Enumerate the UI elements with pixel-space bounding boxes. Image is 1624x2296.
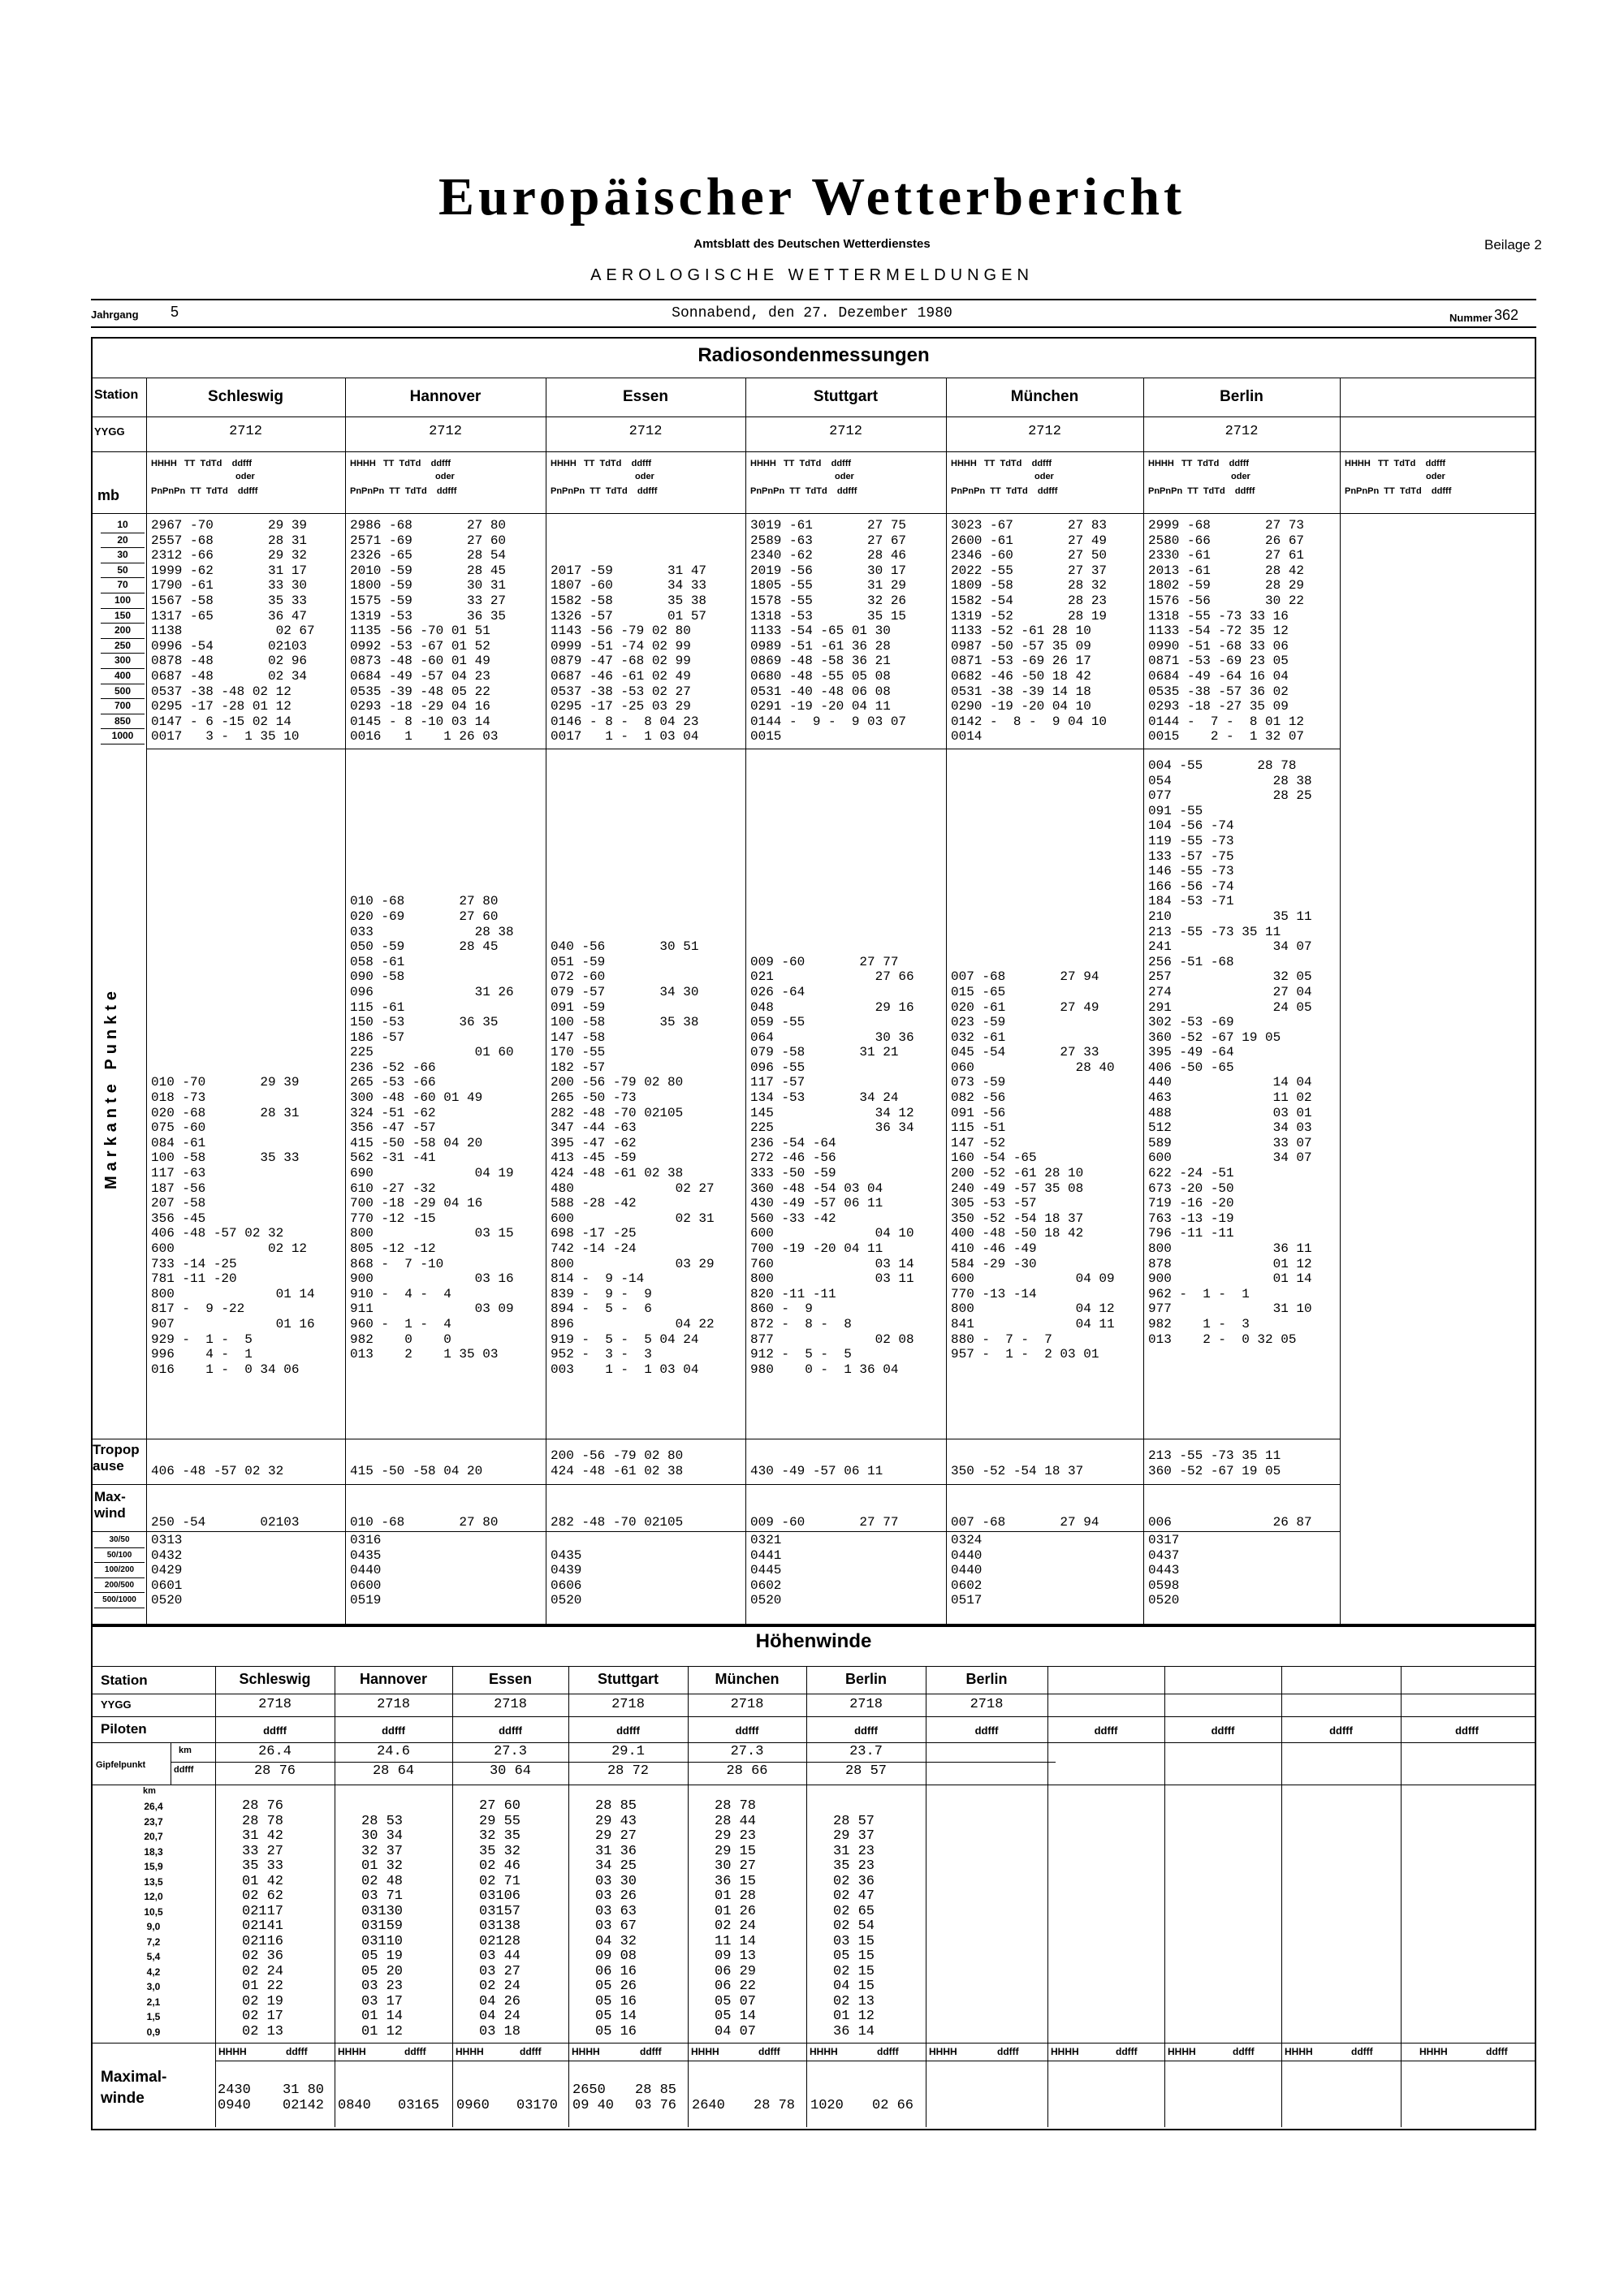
level-cell: 50 [101,563,145,579]
tropopause-hannover: 415 -50 -58 04 20 [350,1463,483,1478]
hw-values-stuttgart: 28 85 29 43 29 27 31 36 34 25 03 30 03 26 03 63 03 67 04 32 09 08 06 16 05 26 05 16 05 14 05 16 [595,1798,637,2039]
hw-station: Berlin [844,1671,887,1687]
nummer-label: Nummer [1449,312,1492,324]
gipfel-km: 23.7 [849,1744,883,1759]
level-cell: 300 [101,654,145,669]
ddfff-header: ddfff [1351,2046,1373,2057]
markante-berlin: 004 -55 28 78 054 28 38 077 28 25 091 -55 104 -56 -74 119 -55 -73 133 -57 -75 146 -55 -73 166 -56 -74 184 -53 -71 210 35 11 213 -55 -73 35 11 241 34 07 256 -51 -68 257 32 05 274 27 04 291 24 05 302 -53 -69 360 -52 -67 19 05 395 -49 -64 406 -50 -65 440 14 04 463 11 02 488 03 01 512 34 03 589 33 07 600 34 07 622 -24 -51 673 -20 -50 719 -16 -20 763 -13 -19 796 -11 -11 800 36 11 878 01 12 900 01 14 962 - 1 - 1 977 31 10 982 1 - 3 013 2 - 0 32 05 [1148,758,1312,1347]
thickness-labels [94,1533,145,1608]
markante-schleswig: 010 -70 29 39 018 -73 020 -68 28 31 075 -60 084 -61 100 -58 35 33 117 -63 187 -56 207 -58 356 -45 406 -48 -57 02 32 600 02 12 733 -14 -25 781 -11 -20 800 01 14 817 - 9 -22 907 01 16 929 - 1 - 5 996 4 - 1 016 1 - 0 34 06 [151,1075,315,1377]
standard-data-stuttgart: 3019 -61 27 75 2589 -63 27 67 2340 -62 28 46 2019 -56 30 17 1805 -55 31 29 1578 -55 32 26 1318 -53 35 15 1133 -54 -65 01 30 0989 -51 -61 36 28 0869 -48 -58 36 21 0680 -48 -55 05 08 0531 -40 -48 06 08 0291 -19 -20 04 11 0144 - 9 - 9 03 07 0015 [750,518,907,744]
max-hhhh-hannover: 0840 [338,2097,371,2113]
pressure-levels [101,518,145,744]
station-berlin: Berlin [1220,388,1263,405]
level-cell: 500 [101,684,145,700]
level-cell: 400 [101,669,145,684]
thickness-schleswig: 0313 0432 0429 0601 0520 [151,1533,183,1608]
col-header-top: HHHH TT TdTd ddfff [951,459,1052,468]
jahrgang-value: 5 [171,304,179,320]
col-header-mid: oder [1231,472,1250,481]
ddfff-header: ddfff [1094,1724,1118,1737]
max-ddfff-stuttgart: 28 85 03 76 [635,2082,677,2113]
beilage-label: Beilage 2 [1484,237,1542,252]
ddfff-header: ddfff [616,1724,640,1737]
yygg-essen: 2712 [628,424,663,439]
tropopause-stuttgart: 430 -49 -57 06 11 [750,1463,883,1478]
gipfel-ddfff-label: ddfff [174,1765,194,1775]
col-header-mid: oder [435,472,455,481]
page-subtitle: Amtsblatt des Deutschen Wetterdienstes [693,237,931,251]
ddfff-header: ddfff [520,2046,542,2057]
thickness-muenchen: 0324 0440 0440 0602 0517 [951,1533,983,1608]
yygg-label: YYGG [94,425,125,438]
yygg-muenchen: 2712 [1028,424,1061,439]
gipfel-label: Gipfelpunkt [96,1760,146,1770]
hw-station: Essen [488,1671,533,1687]
col-header-top: HHHH TT TdTd ddfff [151,459,253,468]
hhhh-header: HHHH [1419,2046,1448,2057]
thickness-label: 100/200 [94,1563,145,1578]
markante-essen: 040 -56 30 51 051 -59 072 -60 079 -57 34 30 091 -59 100 -58 35 38 147 -58 170 -55 182 -57 200 -56 -79 02 80 265 -50 -73 282 -48 -70 02105 347 -44 -63 395 -47 -62 413 -45 -59 424 -48 -61 02 38 480 02 27 588 -28 -42 600 02 31 698 -17 -25 742 -14 -24 800 03 29 814 - 9 -14 839 - 9 - 9 894 - 5 - 6 896 04 22 919 - 5 - 5 04 24 952 - 3 - 3 003 1 - 1 03 04 [551,939,715,1377]
standard-data-muenchen: 3023 -67 27 83 2600 -61 27 49 2346 -60 27 50 2022 -55 27 37 1809 -58 28 32 1582 -54 28 23 1319 -52 28 19 1133 -52 -61 28 10 0987 -50 -57 35 09 0871 -53 -69 26 17 0682 -46 -50 18 42 0531 -38 -39 14 18 0290 -19 -20 04 10 0142 - 8 - 9 04 10 0014 [951,518,1108,744]
hhhh-header: HHHH [929,2046,957,2057]
max-ddfff-hannover: 03165 [398,2097,440,2113]
maxwind-muenchen: 007 -68 27 94 [951,1515,1099,1530]
hw-values-hannover: 28 53 30 34 32 37 01 32 02 48 03 71 03130 03159 03110 05 19 05 20 03 23 03 17 01 14 01 12 [361,1813,404,2039]
max-hhhh-essen: 0960 [456,2097,490,2113]
hoehenwinde-title: Höhenwinde [755,1630,872,1652]
ddfff-header: ddfff [1116,2046,1138,2057]
hw-station: Berlin [965,1671,1008,1687]
ddfff-header: ddfff [1211,1724,1235,1737]
km-level: 18,3 [144,1845,163,1858]
col-header-bot: PnPnPn TT TdTd ddfff [151,486,258,496]
markante-stuttgart: 009 -60 27 77 021 27 66 026 -64 048 29 16 059 -55 064 30 36 079 -58 31 21 096 -55 117 -57 134 -53 34 24 145 34 12 225 36 34 236 -54 -64 272 -46 -56 333 -50 -59 360 -48 -54 03 04 430 -49 -57 06 11 560 -33 -42 600 04 10 700 -19 -20 04 11 760 03 14 800 03 11 820 -11 -11 860 - 9 872 - 8 - 8 877 02 08 912 - 5 - 5 980 0 - 1 36 04 [750,954,914,1377]
standard-data-berlin: 2999 -68 27 73 2580 -66 26 67 2330 -61 27 61 2013 -61 28 42 1802 -59 28 29 1576 -56 30 22 1318 -55 -73 33 16 1133 -54 -72 35 12 0990 -51 -68 33 06 0871 -53 -69 23 05 0684 -49 -64 16 04 0535 -38 -57 36 02 0293 -18 -27 35 09 0144 - 7 - 8 01 12 0015 2 - 1 32 07 [1148,518,1305,744]
ddfff-header: ddfff [1455,1724,1479,1737]
hw-yygg: 2718 [730,1697,764,1712]
max-ddfff-schleswig: 31 80 02142 [283,2082,325,2113]
col-header-top: HHHH TT TdTd ddfff [750,459,852,468]
yygg-hannover: 2712 [429,424,462,439]
hw-yygg: 2718 [494,1697,527,1712]
ddfff-header: ddfff [758,2046,780,2057]
level-cell: 1000 [101,729,145,744]
gipfel-km: 26.4 [258,1744,292,1759]
yygg-stuttgart: 2712 [829,424,862,439]
hw-station: München [715,1671,780,1687]
km-level: 0,9 [146,2026,161,2038]
level-cell: 30 [101,548,145,563]
level-cell: 150 [101,609,145,624]
nummer-value: 362 [1494,307,1519,323]
gipfel-ddfff: 28 57 [844,1763,887,1779]
gipfel-ddfff: 30 64 [489,1763,531,1779]
max-hhhh-berlin: 1020 [810,2097,844,2113]
max-ddfff-essen: 03170 [516,2097,559,2113]
level-cell: 200 [101,624,145,639]
markante-muenchen: 007 -68 27 94 015 -65 020 -61 27 49 023 -59 032 -61 045 -54 27 33 060 28 40 073 -59 082 -56 091 -56 115 -51 147 -52 160 -54 -65 200 -52 -61 28 10 240 -49 -57 35 08 305 -53 -57 350 -52 -54 18 37 400 -48 -50 18 42 410 -46 -49 584 -29 -30 600 04 09 770 -13 -14 800 04 12 841 04 11 880 - 7 - 7 957 - 1 - 2 03 01 [951,969,1115,1362]
tropopause-essen: 200 -56 -79 02 80 424 -48 -61 02 38 [551,1448,684,1478]
col-header-top: HHHH TT TdTd ddfff [1345,459,1446,468]
gipfel-km: 29.1 [611,1744,645,1759]
station-hannover: Hannover [409,388,482,405]
max-hhhh-schleswig: 2430 0940 [218,2082,251,2113]
hw-values-essen: 27 60 29 55 32 35 35 32 02 46 02 71 03106 03157 03138 02128 03 44 03 27 02 24 04 26 04 24 03 18 [479,1798,521,2039]
ddfff-header: ddfff [404,2046,426,2057]
col-header-bot: PnPnPn TT TdTd ddfff [551,486,658,496]
level-cell: 700 [101,699,145,714]
hhhh-header: HHHH [691,2046,719,2057]
ddfff-header: ddfff [382,1724,405,1737]
ddfff-header: ddfff [640,2046,662,2057]
ddfff-header: ddfff [735,1724,759,1737]
hw-station: Stuttgart [598,1671,659,1687]
gipfel-km: 27.3 [730,1744,764,1759]
tropopause-schleswig: 406 -48 -57 02 32 [151,1463,284,1478]
hw-yygg: 2718 [377,1697,410,1712]
col-header-mid: oder [1034,472,1054,481]
hw-values-berlin: 28 57 29 37 31 23 35 23 02 36 02 47 02 65 02 54 03 15 05 15 02 15 04 15 02 13 01 12 36 14 [833,1813,875,2039]
mb-label: mb [97,487,119,503]
standard-data-schleswig: 2967 -70 29 39 2557 -68 28 31 2312 -66 29 32 1999 -62 31 17 1790 -61 33 30 1567 -58 35 33 1317 -65 36 47 1138 02 67 0996 -54 02103 0878 -48 02 96 0687 -48 02 34 0537 -38 -48 02 12 0295 -17 -28 01 12 0147 - 6 -15 02 14 0017 3 - 1 35 10 [151,518,315,744]
yygg-berlin: 2712 [1224,424,1259,439]
max-ddfff-muenchen: 28 78 [754,2097,796,2113]
thickness-essen: 0435 0439 0606 0520 [551,1547,582,1608]
hw-station: Schleswig [239,1671,311,1687]
ddfff-header: ddfff [499,1724,522,1737]
hw-values-schleswig: 28 76 28 78 31 42 33 27 35 33 01 42 02 62 02117 02141 02116 02 36 02 24 01 22 02 19 02 17 02 13 [242,1798,284,2039]
km-level: 13,5 [144,1875,163,1888]
km-level: 20,7 [144,1831,163,1842]
thickness-berlin: 0317 0437 0443 0598 0520 [1148,1533,1180,1608]
hhhh-header: HHHH [810,2046,838,2057]
radiosonde-title: Radiosondenmessungen [698,344,930,366]
gipfel-km: 24.6 [377,1744,410,1759]
standard-data-essen: 2017 -59 31 47 1807 -60 34 33 1582 -58 35 38 1326 -57 01 57 1143 -56 -79 02 80 0999 -51 -74 02 99 0879 -47 -68 02 99 0687 -46 -61 02 49 0537 -38 -53 02 27 0295 -17 -25 03 29 0146 - 8 - 8 04 23 0017 1 - 1 03 04 [551,563,707,744]
km-level: 15,9 [144,1861,163,1872]
ddfff-header: ddfff [877,2046,899,2057]
maxwind-berlin: 006 26 87 [1148,1515,1312,1530]
col-header-bot: PnPnPn TT TdTd ddfff [350,486,457,496]
hhhh-header: HHHH [218,2046,247,2057]
gipfel-km: 27.3 [494,1744,527,1759]
yygg-schleswig: 2712 [229,424,262,439]
level-cell: 850 [101,714,145,730]
thickness-label: 200/500 [94,1578,145,1594]
km-header: km [143,1786,156,1796]
level-cell: 20 [101,533,145,549]
level-cell: 70 [101,578,145,593]
hw-yygg: 2718 [849,1697,883,1712]
section-title: AEROLOGISCHE WETTERMELDUNGEN [590,266,1034,284]
tropopause-berlin: 213 -55 -73 35 11 360 -52 -67 19 05 [1148,1448,1281,1478]
km-level: 3,0 [146,1981,161,1992]
thickness-label: 30/50 [94,1533,145,1548]
km-level: 12,0 [144,1891,163,1902]
gipfel-ddfff: 28 72 [607,1763,649,1779]
maxwind-hannover: 010 -68 27 80 [350,1515,499,1530]
col-header-mid: oder [1426,472,1445,481]
level-cell: 100 [101,593,145,609]
thickness-label: 500/1000 [94,1593,145,1608]
hw-yygg: 2718 [258,1697,292,1712]
hhhh-header: HHHH [338,2046,366,2057]
maxwind-essen: 282 -48 -70 02105 [551,1515,684,1530]
ddfff-header: ddfff [1329,1724,1353,1737]
maxwind-stuttgart: 009 -60 27 77 [750,1515,899,1530]
col-header-bot: PnPnPn TT TdTd ddfff [951,486,1058,496]
maximal-label: Maximal-winde [101,2069,167,2107]
km-levels [132,1799,175,2039]
hw-yygg-label: YYGG [101,1698,132,1711]
hw-yygg: 2718 [611,1697,645,1712]
km-level: 5,4 [146,1951,161,1962]
hhhh-header: HHHH [1168,2046,1196,2057]
col-header-top: HHHH TT TdTd ddfff [1148,459,1250,468]
hhhh-header: HHHH [572,2046,600,2057]
km-level: 7,2 [146,1936,161,1948]
ddfff-header: ddfff [1233,2046,1255,2057]
level-cell: 250 [101,639,145,654]
thickness-stuttgart: 0321 0441 0445 0602 0520 [750,1533,782,1608]
gipfel-km-label: km [179,1746,192,1755]
km-level: 26,4 [144,1801,163,1812]
maxwind-schleswig: 250 -54 02103 [151,1515,300,1530]
gipfel-ddfff: 28 76 [253,1763,296,1779]
station-stuttgart: Stuttgart [813,388,879,405]
km-level: 10,5 [144,1905,163,1918]
tropopause-muenchen: 350 -52 -54 18 37 [951,1463,1084,1478]
station-label: Station [94,388,139,402]
col-header-bot: PnPnPn TT TdTd ddfff [750,486,857,496]
max-ddfff-berlin: 02 66 [872,2097,914,2113]
col-header-top: HHHH TT TdTd ddfff [350,459,451,468]
ddfff-header: ddfff [997,2046,1019,2057]
km-level: 4,2 [146,1966,161,1978]
gipfel-ddfff: 28 64 [372,1763,414,1779]
hw-station-label: Station [101,1672,148,1688]
maxwind-label: Max-wind [94,1489,126,1521]
issue-date: Sonnabend, den 27. Dezember 1980 [672,305,952,322]
markante-label: Markante Punkte [102,986,120,1190]
km-level: 9,0 [146,1921,161,1932]
jahrgang-label: Jahrgang [91,309,139,321]
station-schleswig: Schleswig [208,388,283,405]
col-header-bot: PnPnPn TT TdTd ddfff [1148,486,1255,496]
thickness-hannover: 0316 0435 0440 0600 0519 [350,1533,382,1608]
hw-yygg: 2718 [970,1697,1004,1712]
tropopause-label: Tropopause [93,1442,140,1474]
hw-values-muenchen: 28 78 28 44 29 23 29 15 30 27 36 15 01 28 01 26 02 24 11 14 09 13 06 29 06 22 05 07 05 14 04 07 [715,1798,757,2039]
gipfel-ddfff: 28 66 [726,1763,768,1779]
col-header-bot: PnPnPn TT TdTd ddfff [1345,486,1452,496]
hhhh-header: HHHH [456,2046,484,2057]
col-header-top: HHHH TT TdTd ddfff [551,459,652,468]
col-header-mid: oder [635,472,654,481]
max-hhhh-muenchen: 2640 [692,2097,725,2113]
col-header-mid: oder [235,472,255,481]
ddfff-header: ddfff [1486,2046,1508,2057]
standard-data-hannover: 2986 -68 27 80 2571 -69 27 60 2326 -65 28 54 2010 -59 28 45 1800 -59 30 31 1575 -59 33 27 1319 -53 36 35 1135 -56 -70 01 51 0992 -53 -67 01 52 0873 -48 -60 01 49 0684 -49 -57 04 23 0535 -39 -48 05 22 0293 -18 -29 04 16 0145 - 8 -10 03 14 0016 1 1 26 03 [350,518,507,744]
ddfff-header: ddfff [974,1724,999,1737]
ddfff-header: ddfff [854,1724,878,1737]
station-essen: Essen [623,388,668,405]
piloten-label: Piloten [101,1721,147,1737]
thickness-label: 50/100 [94,1548,145,1564]
hw-station: Hannover [359,1671,428,1687]
station-muenchen: München [1010,388,1079,405]
ddfff-header: ddfff [286,2046,308,2057]
level-cell: 10 [101,518,145,533]
hhhh-header: HHHH [1051,2046,1079,2057]
km-level: 1,5 [146,2011,161,2022]
hhhh-header: HHHH [1285,2046,1313,2057]
markante-hannover: 010 -68 27 80 020 -69 27 60 033 28 38 050 -59 28 45 058 -61 090 -58 096 31 26 115 -61 150 -53 36 35 186 -57 225 01 60 236 -52 -66 265 -53 -66 300 -48 -60 01 49 324 -51 -62 356 -47 -57 415 -50 -58 04 20 562 -31 -41 690 04 19 610 -27 -32 700 -18 -29 04 16 770 -12 -15 800 03 15 805 -12 -12 868 - 7 -10 900 03 16 910 - 4 - 4 911 03 09 960 - 1 - 4 982 0 0 013 2 1 35 03 [350,894,514,1362]
km-level: 2,1 [146,1996,161,2008]
max-hhhh-stuttgart: 2650 09 40 [572,2082,615,2113]
col-header-mid: oder [835,472,854,481]
km-level: 23,7 [144,1815,163,1828]
page-title: Europäischer Wetterbericht [438,167,1186,227]
ddfff-header: ddfff [263,1724,287,1737]
